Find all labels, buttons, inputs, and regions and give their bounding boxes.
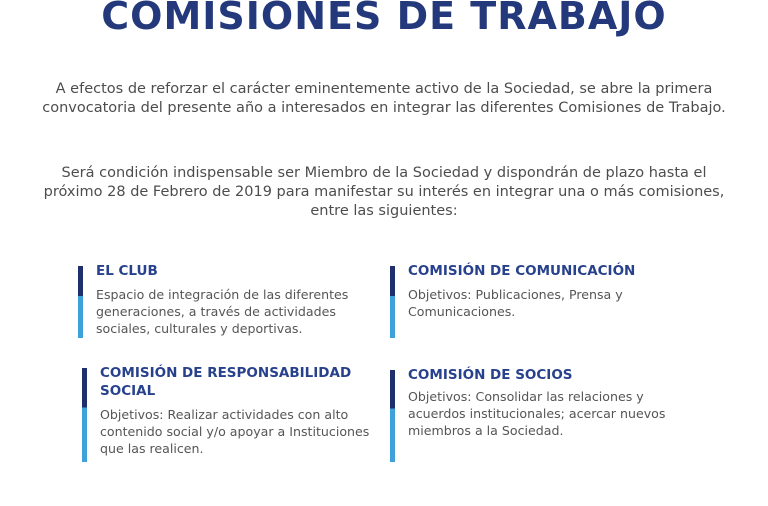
commission-card-responsabilidad-social [82, 364, 382, 464]
page-title: COMISIONES DE TRABAJO [101, 0, 667, 38]
accent-bar [390, 370, 395, 462]
commission-description: Objetivos: Publicaciones, Prensa y Comunicaciones. [408, 287, 623, 319]
commission-title: EL CLUB [96, 263, 158, 279]
accent-bar [82, 368, 87, 462]
commission-card-el-club [78, 262, 378, 340]
commission-description: Objetivos: Consolidar las relaciones y acuerdos institucionales; acercar nuevos miembros a la Sociedad. [408, 389, 666, 438]
commission-title: COMISIÓN DE COMUNICACIÓN [408, 263, 636, 279]
commission-description: Objetivos: Realizar actividades con alto contenido social y/o apoyar a Instituciones que las realicen. [100, 407, 370, 456]
intro-paragraph: A efectos de reforzar el carácter eminentemente activo de la Sociedad, se abre la primera convocatoria del presente año a interesados en integrar las diferentes Comisiones de Trabajo. [42, 81, 726, 116]
commission-card-socios [390, 366, 690, 462]
commission-title: COMISIÓN DE SOCIOS [408, 367, 573, 383]
accent-bar [390, 266, 395, 338]
commission-title: COMISIÓN DE RESPONSABILIDAD SOCIAL [100, 365, 352, 399]
condition-paragraph: Será condición indispensable ser Miembro de la Sociedad y dispondrán de plazo hasta el próximo 28 de Febrero de 2019 para manifestar su interés en integrar una o más comisiones, entre las siguientes: [43, 165, 725, 219]
accent-bar [78, 266, 83, 338]
commission-description: Espacio de integración de las diferentes generaciones, a través de actividades sociales, culturales y deportivas. [96, 287, 349, 336]
commission-card-comunicacion [390, 262, 690, 340]
